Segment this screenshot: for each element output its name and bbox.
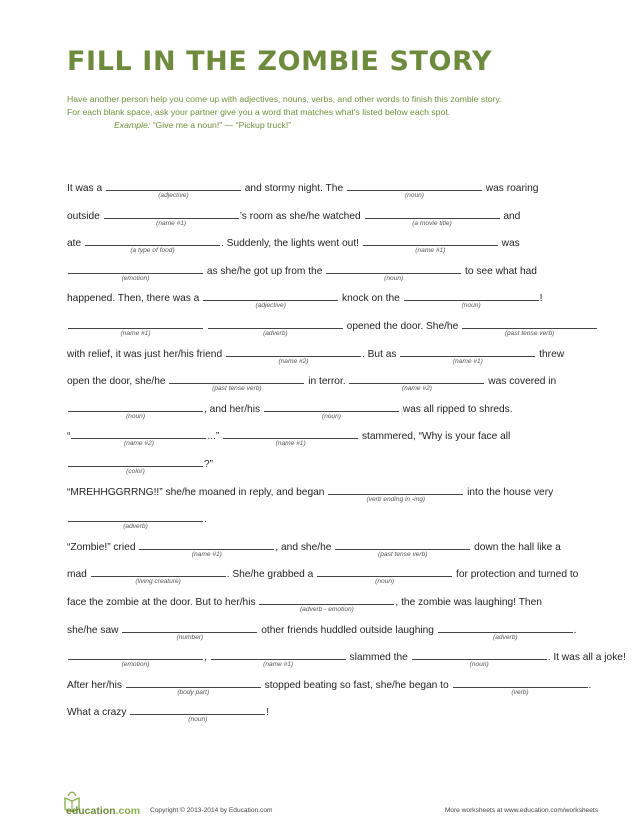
story-text: she/he saw xyxy=(67,624,122,636)
story-text: It was a xyxy=(67,183,105,194)
story-text xyxy=(204,321,207,332)
story-text: and xyxy=(500,210,521,222)
answer-blank[interactable] xyxy=(203,289,338,310)
story-text: open the door, she/he xyxy=(67,376,169,388)
blank-hint: (noun) xyxy=(469,661,489,669)
story-text: into the house very xyxy=(464,486,554,498)
blank-hint: (past tense verb) xyxy=(378,550,428,558)
story-text: to see what had xyxy=(462,265,537,277)
answer-blank[interactable] xyxy=(169,372,304,393)
blank-hint: (a type of food) xyxy=(130,247,175,255)
answer-blank[interactable] xyxy=(68,455,203,475)
story-text: . It was all a joke! xyxy=(547,652,626,664)
story-text: with relief, it was just her/his friend xyxy=(67,348,225,360)
story-text: happened. Then, there was a xyxy=(67,293,203,305)
answer-blank[interactable] xyxy=(211,648,346,669)
story-text: was covered in xyxy=(485,376,557,388)
answer-blank[interactable] xyxy=(328,483,463,503)
blank-hint: (past tense verb) xyxy=(504,329,555,337)
story-line xyxy=(67,648,626,676)
answer-blank[interactable] xyxy=(68,400,203,420)
blank-hint: (adverb) xyxy=(263,329,288,337)
answer-blank[interactable] xyxy=(68,317,203,337)
answer-blank[interactable] xyxy=(223,427,358,448)
blank-hint: (adverb) xyxy=(493,633,518,641)
story-text: stammered, “Why is your face all xyxy=(359,431,511,443)
blank-hint: (living creature) xyxy=(135,578,181,586)
story-text: . xyxy=(573,624,577,636)
answer-blank[interactable] xyxy=(365,207,500,227)
instructions-line-2: For each blank space, ask your partner give you a word that matches what's listed below each spot. xyxy=(67,107,451,117)
blank-hint: (emotion) xyxy=(121,274,150,282)
answer-blank[interactable] xyxy=(85,234,220,255)
story-line xyxy=(67,179,577,207)
answer-blank[interactable] xyxy=(347,179,482,199)
story-text: opened the door. She/he xyxy=(343,320,462,332)
answer-blank[interactable] xyxy=(68,262,203,282)
blank-hint: (name #1) xyxy=(120,329,151,337)
logo-main: education xyxy=(66,805,116,817)
blank-hint: (adjective) xyxy=(255,302,286,310)
education-logo[interactable] xyxy=(66,805,140,817)
story-line xyxy=(67,317,577,345)
copyright: Copyright © 2013-2014 by Education.com xyxy=(150,807,273,814)
answer-blank[interactable] xyxy=(68,648,203,669)
story-text: “Zombie!” cried xyxy=(67,541,139,553)
instructions xyxy=(67,93,587,132)
answer-blank[interactable] xyxy=(326,262,461,282)
answer-blank[interactable] xyxy=(462,317,597,337)
more-worksheets-link[interactable]: More worksheets at www.education.com/worksheets xyxy=(444,807,598,814)
logo-suffix: .com xyxy=(115,805,141,817)
story-line xyxy=(67,593,577,621)
answer-blank[interactable] xyxy=(208,317,343,337)
answer-blank[interactable] xyxy=(126,676,261,696)
answer-blank[interactable] xyxy=(104,207,239,227)
story-text: ...” xyxy=(207,431,223,443)
blank-hint: (name #1) xyxy=(415,247,446,255)
blank-hint: (name #1) xyxy=(191,550,222,558)
blank-hint: (name #1) xyxy=(156,219,187,227)
story-text: for protection and turned to xyxy=(453,569,579,581)
instructions-line-1: Have another person help you come up with adjectives, nouns, verbs, and other words to finish this zombie story. xyxy=(67,94,502,104)
story-text: ’s room as she/he watched xyxy=(239,210,364,222)
story-text: knock on the xyxy=(339,293,403,305)
story-text: threw xyxy=(536,348,565,360)
blank-hint: (adverb) xyxy=(123,523,148,531)
answer-blank[interactable] xyxy=(363,234,498,255)
story-text: down the hall like a xyxy=(471,541,561,553)
answer-blank[interactable] xyxy=(404,289,539,310)
blank-hint: (number) xyxy=(176,633,204,641)
blank-hint: (name #1) xyxy=(263,661,294,669)
blank-hint: (noun) xyxy=(461,302,481,310)
blank-hint: (adverb - emotion) xyxy=(299,605,354,613)
story-text: What a crazy xyxy=(67,707,130,719)
blank-hint: (name #1) xyxy=(452,357,483,365)
story-text: and stormy night. The xyxy=(241,183,346,194)
page-title: FILL IN THE ZOMBIE STORY xyxy=(67,46,493,77)
story-line xyxy=(67,621,577,649)
story-text: “ xyxy=(67,431,71,443)
story-line xyxy=(67,483,577,511)
story-text: “MREHHGGRRNG!!” she/he moaned in reply, and began xyxy=(67,486,328,498)
blank-hint: (noun) xyxy=(404,192,424,199)
footer xyxy=(0,790,638,826)
story-line xyxy=(67,345,577,373)
example-text: “Give me a noun!” — “Pickup truck!” xyxy=(150,120,292,130)
story-text: ! xyxy=(266,707,270,719)
story-line xyxy=(67,289,577,317)
answer-blank[interactable] xyxy=(122,621,257,641)
story-text: outside xyxy=(67,210,103,222)
blank-hint: (verb) xyxy=(511,688,529,696)
answer-blank[interactable] xyxy=(453,676,588,696)
answer-blank[interactable] xyxy=(335,538,470,558)
blank-hint: (name #1) xyxy=(275,440,306,448)
blank-hint: (name #2) xyxy=(278,357,309,365)
story-line xyxy=(67,427,577,455)
blank-hint: (color) xyxy=(126,467,145,475)
answer-blank[interactable] xyxy=(264,400,399,420)
blank-hint: (adjective) xyxy=(158,192,189,199)
story-line xyxy=(67,207,577,235)
story-text: ?” xyxy=(204,458,214,470)
story-text: was xyxy=(498,238,520,250)
blank-hint: (noun) xyxy=(188,716,208,724)
story-text: as she/he got up from the xyxy=(204,265,326,277)
answer-blank[interactable] xyxy=(412,648,547,669)
story-text: stopped beating so fast, she/he began to xyxy=(261,679,452,691)
story-line xyxy=(67,372,577,400)
answer-blank[interactable] xyxy=(226,345,361,365)
answer-blank[interactable] xyxy=(349,372,484,393)
story-text: , and she/he xyxy=(275,541,335,553)
story-line xyxy=(67,400,577,428)
answer-blank[interactable] xyxy=(139,538,274,558)
blank-hint: (past tense verb) xyxy=(212,385,262,393)
answer-blank[interactable] xyxy=(317,565,452,586)
story-text: , and her/his xyxy=(204,403,263,415)
story-text: slammed the xyxy=(346,652,411,664)
story-line xyxy=(67,455,577,483)
story-text: ! xyxy=(539,293,543,305)
story-text: other friends huddled outside laughing xyxy=(258,624,437,636)
story-text: was roaring xyxy=(482,183,539,194)
story-line xyxy=(67,676,592,704)
story-text: ate xyxy=(67,238,84,250)
story-text: . xyxy=(204,514,207,526)
story-text: was all ripped to shreds. xyxy=(399,403,513,415)
story-text: . But as xyxy=(361,348,400,360)
blank-hint: (name #2) xyxy=(401,385,432,393)
example-line xyxy=(67,119,587,132)
example-label: Example: xyxy=(114,120,151,130)
story-text: . xyxy=(588,679,592,691)
blank-hint: (name #2) xyxy=(123,440,154,448)
answer-blank[interactable] xyxy=(68,510,203,531)
answer-blank[interactable] xyxy=(71,427,206,448)
blank-hint: (body part) xyxy=(177,688,210,696)
story-text: , the zombie was laughing! Then xyxy=(395,596,542,608)
answer-blank[interactable] xyxy=(91,565,226,586)
blank-hint: (noun) xyxy=(375,578,395,586)
story-line xyxy=(67,510,577,538)
answer-blank[interactable] xyxy=(438,621,573,641)
story-text: , xyxy=(204,652,210,664)
story-line xyxy=(67,538,577,566)
story-text: in terror. xyxy=(305,376,349,388)
blank-hint: (a movie title) xyxy=(412,219,452,227)
blank-hint: (verb ending in -ing) xyxy=(366,495,426,503)
story-line xyxy=(67,565,577,593)
story-text: face the zombie at the door. But to her/his xyxy=(67,596,259,608)
story-text: mad xyxy=(67,569,90,581)
story xyxy=(67,179,626,731)
blank-hint: (noun) xyxy=(384,274,404,282)
answer-blank[interactable] xyxy=(400,345,535,365)
answer-blank[interactable] xyxy=(106,179,241,199)
story-line xyxy=(67,703,577,731)
story-line xyxy=(67,234,577,262)
blank-hint: (noun) xyxy=(321,412,341,420)
story-text: . Suddenly, the lights went out! xyxy=(221,238,362,250)
story-text: . She/he grabbed a xyxy=(226,569,317,581)
blank-hint: (emotion) xyxy=(121,661,150,669)
blank-hint: (noun) xyxy=(125,412,146,420)
story-line xyxy=(67,262,577,290)
answer-blank[interactable] xyxy=(130,703,265,724)
answer-blank[interactable] xyxy=(259,593,394,613)
story-text: After her/his xyxy=(67,679,125,691)
